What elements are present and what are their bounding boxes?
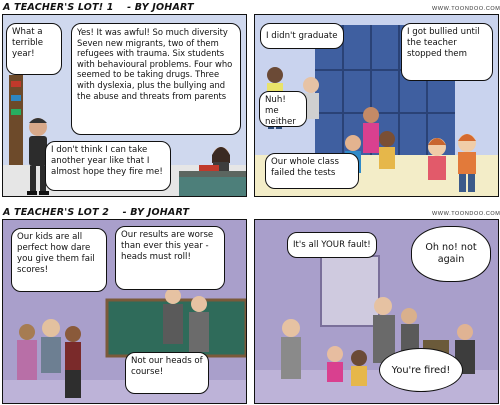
strip1-title-text: A TEACHER'S LOT! 1 [3,2,114,13]
panel-3-bubble-b-text: Our results are worse than ever this year - heads must roll! [121,230,214,262]
panel-4-bubble-b-text: Oh no! not again [425,242,477,265]
panel-3-bubble-a-text: Our kids are all perfect how dare you give them fail scores! [17,232,95,275]
strip1-site-url: WWW.TOONDOO.COM [432,6,500,12]
panel-1 [2,14,247,197]
panel-1-speech-bubble-terrible [6,23,62,75]
panel-2-bubble-d-text: Our whole class failed the tests [271,157,339,178]
strip2-title-text: A TEACHER'S LOT 2 [3,207,110,218]
panel-2-speech-bubble-failed [265,153,359,189]
panel-3-speech-bubble-fail-scores [11,228,107,292]
strip2-site-url: WWW.TOONDOO.COM [432,211,500,217]
panel-2-bubble-b-text: Nuh! me neither [265,95,296,127]
panel-4-speech-bubble-your-fault [287,232,377,258]
panel-4-thought-bubble-not-again [411,226,491,282]
panel-2-speech-bubble-graduate [260,23,344,49]
panel-4 [254,219,499,404]
panel-1-speech-bubble-fire-me [45,141,171,191]
strip1-title [3,2,194,13]
panel-4-bubble-c-text: You're fired! [391,364,451,376]
panel-4-speech-bubble-fired [379,348,463,392]
strip1-author: - BY JOHART [127,2,194,13]
panel-2-bubble-a-text: I didn't graduate [266,30,338,41]
strip2-title [3,207,189,218]
panel-3 [2,219,247,404]
panel-1-bubble-b-text: Yes! It was awful! So much diversity Seven new migrants, two of them refugees with trauma. Six students with behavioural problems. Four who seemed to be taking drugs. Three with dyslexia, plus the bullying and the abuse and threats from parents [77,27,233,101]
panel-1-speech-bubble-diversity [71,23,241,135]
panel-2-bubble-c-text: I got bullied until the teacher stopped them [407,27,480,59]
panel-1-bubble-c-text: I don't think I can take another year like that I almost hope they fire me! [51,145,163,177]
panel-3-speech-bubble-not-our-heads [125,352,209,394]
strip2-author: - BY JOHART [122,207,190,218]
panel-1-bubble-a-text: What a terrible year! [12,27,44,59]
panel-2-speech-bubble-bullied [401,23,493,81]
panel-2-speech-bubble-neither [259,91,307,127]
panel-3-bubble-c-text: Not our heads of course! [131,356,203,377]
panel-3-speech-bubble-heads-roll [115,226,225,290]
panel-2 [254,14,499,197]
panel-4-bubble-a-text: It's all YOUR fault! [293,239,371,250]
